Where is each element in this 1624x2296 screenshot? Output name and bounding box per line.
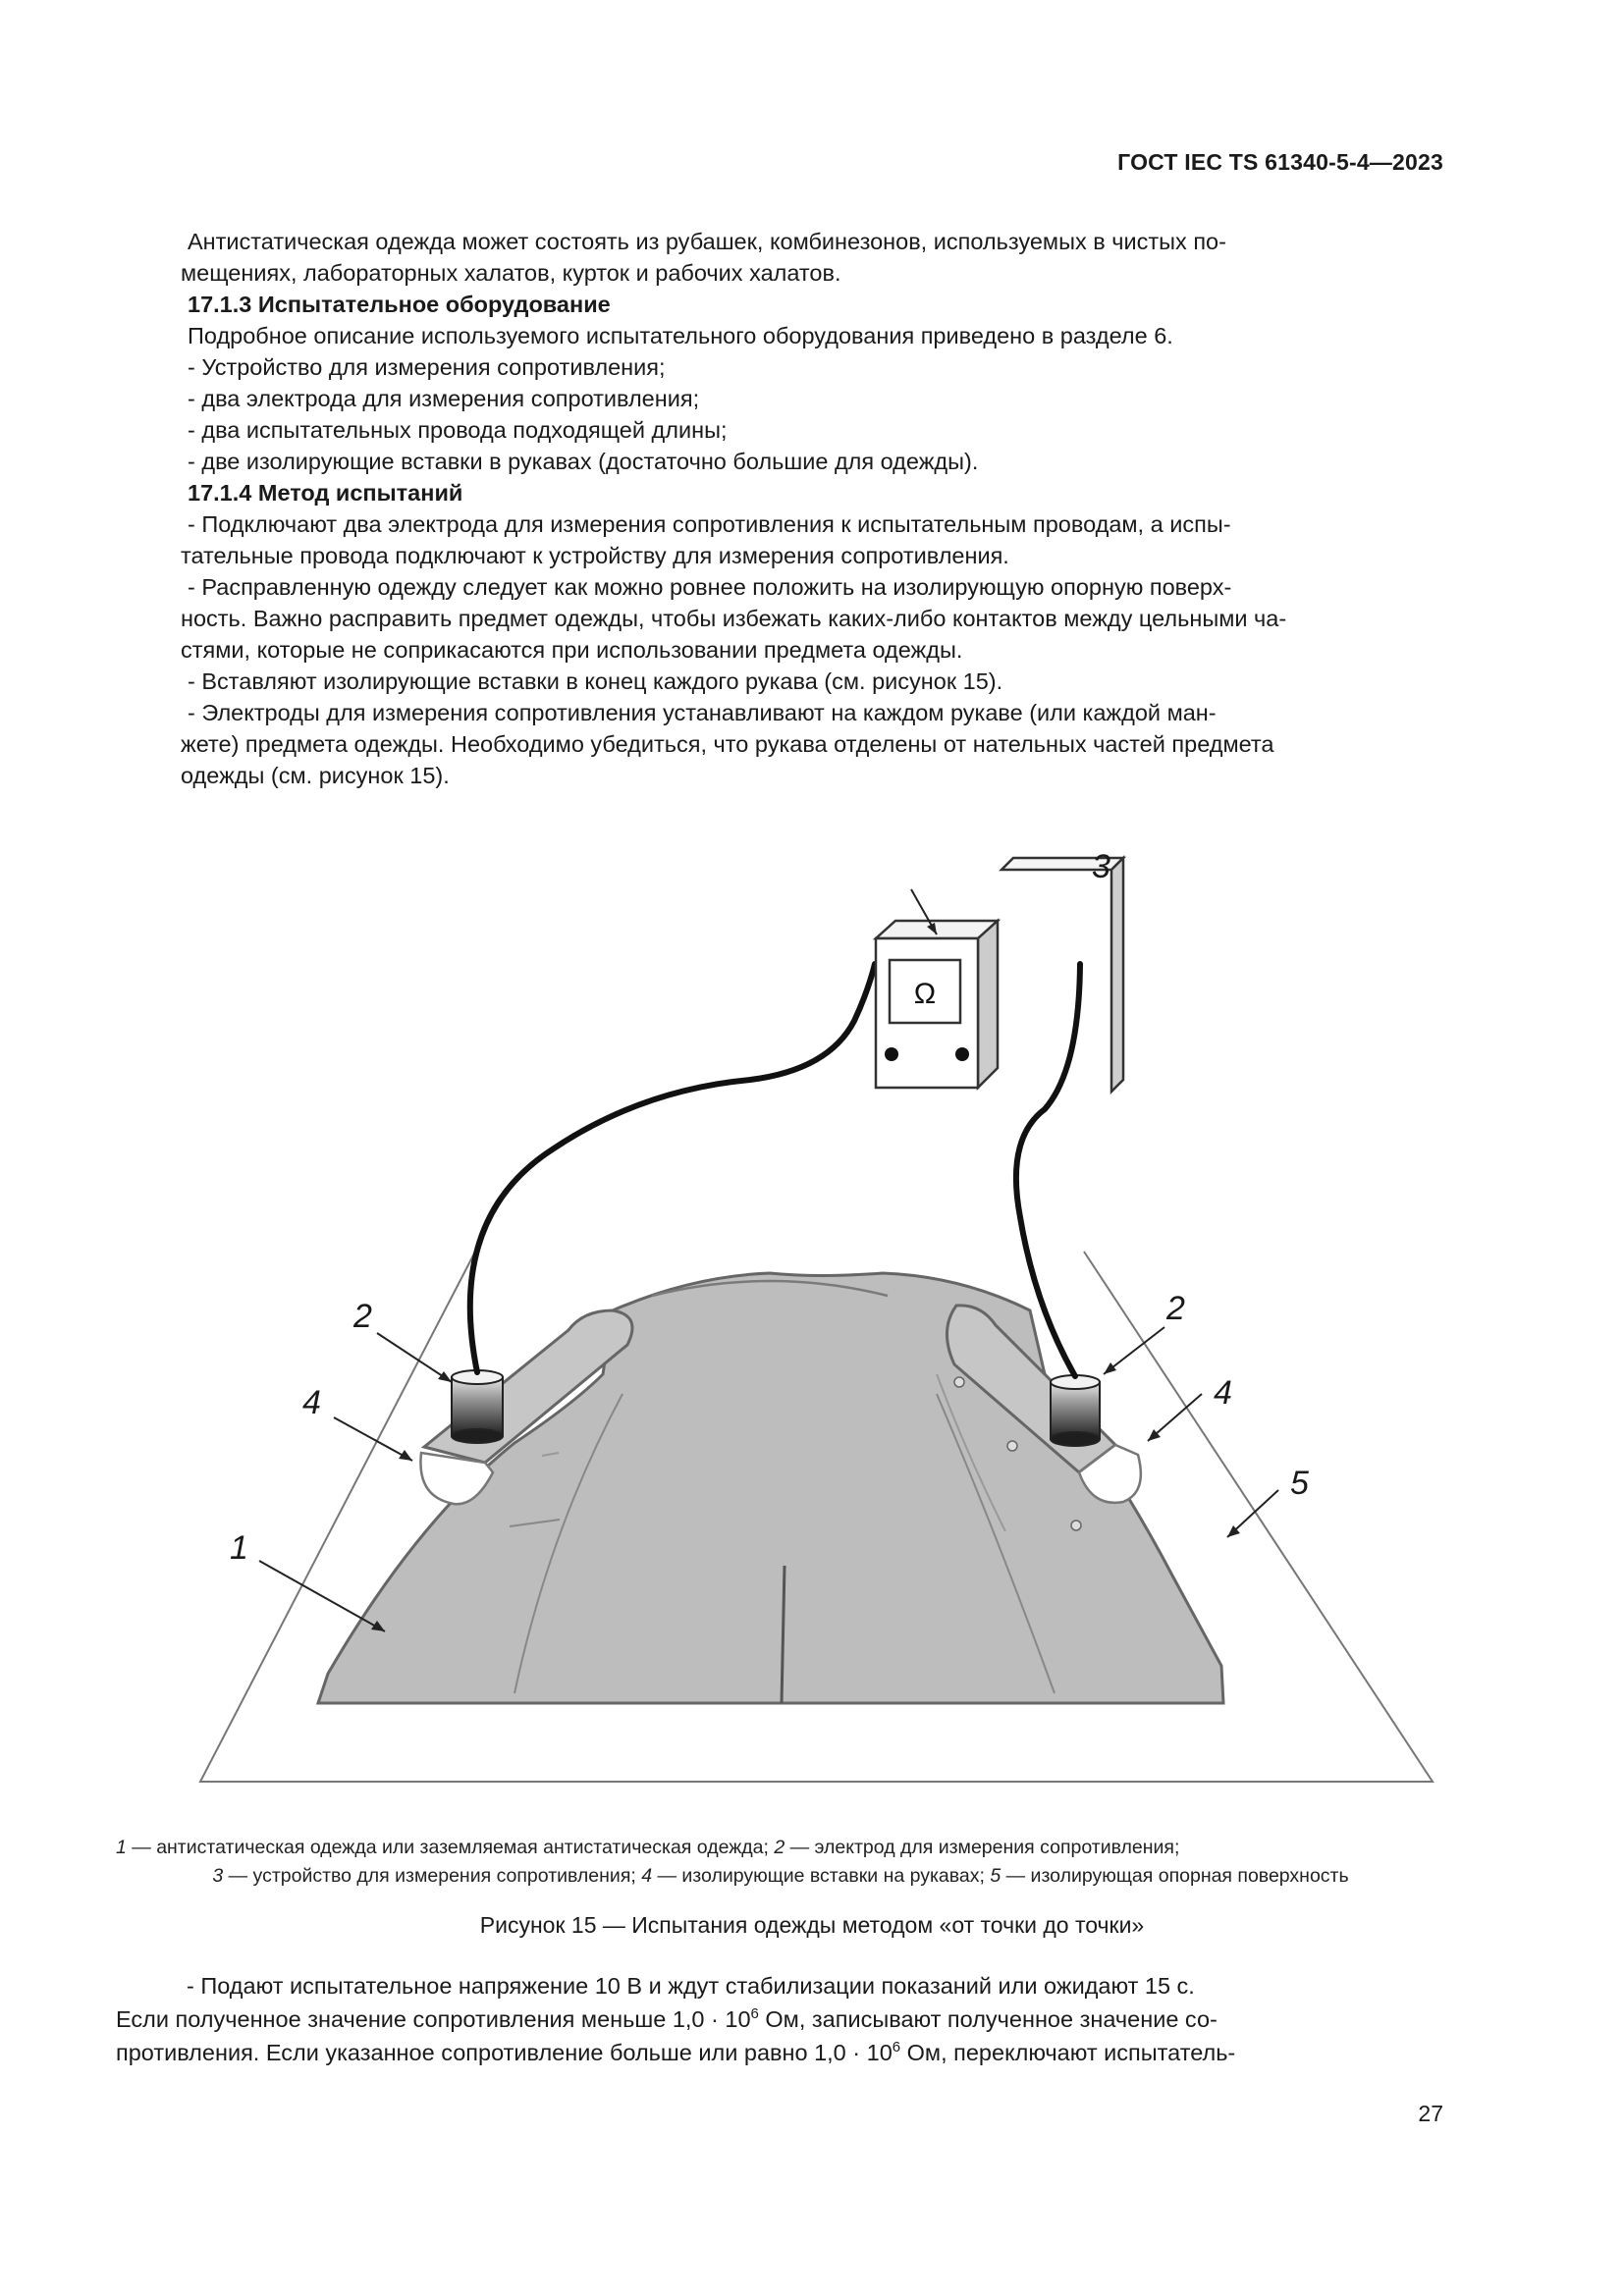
figure-15 bbox=[181, 844, 1443, 1787]
label-2-left: 2 bbox=[353, 1298, 372, 1335]
paragraph bbox=[181, 257, 1443, 289]
text-line: Антистатическая одежда может состоять из рубашек, комбинезонов, используемых в чистых по- bbox=[188, 229, 1226, 254]
bottom-text bbox=[116, 1969, 1443, 2069]
paragraph: - Расправленную одежду следует как можно ровнее положить на изолирующую опорную поверх- bbox=[188, 574, 1232, 600]
leader-4-left bbox=[334, 1417, 412, 1461]
right-electrode bbox=[1051, 1375, 1100, 1446]
text-run: Если полученное значение сопротивления меньше 1,0 · 10 bbox=[116, 2006, 751, 2032]
legend-key: 5 bbox=[990, 1865, 1001, 1887]
legend-line bbox=[116, 1862, 1445, 1891]
legend-key: 1 bbox=[116, 1837, 127, 1858]
figure-legend bbox=[116, 1834, 1445, 1891]
text-line: мещениях, лабораторных халатов, курток и рабочих халатов. bbox=[181, 260, 841, 286]
paragraph bbox=[181, 226, 1443, 257]
paragraph: ность. Важно расправить предмет одежды, чтобы избежать каких-либо контактов между цельными ча- bbox=[181, 606, 1287, 631]
legend-text: — антистатическая одежда или заземляемая антистатическая одежда; bbox=[126, 1837, 775, 1858]
legend-text: — устройство для измерения сопротивления; bbox=[223, 1865, 642, 1887]
paragraph: жете) предмета одежды. Необходимо убедиться, что рукава отделены от нательных частей предмета bbox=[181, 731, 1274, 757]
exponent: 6 bbox=[750, 2005, 759, 2022]
exponent: 6 bbox=[892, 2039, 901, 2056]
legend-text: — электрод для измерения сопротивления; bbox=[785, 1837, 1180, 1858]
paragraph: одежды (см. рисунок 15). bbox=[181, 763, 450, 788]
label-3: 3 bbox=[1092, 848, 1110, 885]
paragraph bbox=[116, 2036, 1443, 2069]
legend-line bbox=[116, 1834, 1445, 1862]
leader-arrow-2-right bbox=[1104, 1362, 1116, 1374]
paragraph: - Подключают два электрода для измерения сопротивления к испытательным проводам, а испы- bbox=[188, 511, 1231, 537]
document-header: ГОСТ IEC TS 61340-5-4—2023 bbox=[1117, 149, 1443, 175]
button bbox=[1007, 1441, 1017, 1451]
figure-caption: Рисунок 15 — Испытания одежды методом «от точки до точки» bbox=[479, 1912, 1145, 1938]
label-5: 5 bbox=[1290, 1465, 1309, 1502]
text-run: Ом, записывают полученное значение со- bbox=[758, 2006, 1218, 2032]
label-4-left: 4 bbox=[302, 1384, 321, 1421]
label-4-right: 4 bbox=[1214, 1374, 1232, 1412]
paragraph bbox=[116, 2002, 1443, 2036]
leader-1 bbox=[259, 1561, 385, 1631]
leader-2-left bbox=[377, 1333, 452, 1382]
leader-arrow-2-left bbox=[438, 1371, 452, 1382]
page-number: 27 bbox=[1418, 2101, 1443, 2126]
text-run: противления. Если указанное сопротивление больше или равно 1,0 · 10 bbox=[116, 2040, 893, 2065]
section-heading-17-1-4: 17.1.4 Метод испытаний bbox=[188, 480, 463, 506]
meter-side bbox=[978, 921, 998, 1088]
meter-box bbox=[1001, 927, 1123, 938]
legend-key: 3 bbox=[212, 1865, 224, 1887]
legend-text: — изолирующая опорная поверхность bbox=[1001, 1865, 1349, 1887]
list-item: - два испытательных провода подходящей длины; bbox=[188, 417, 728, 443]
meter-terminal-left bbox=[885, 1047, 898, 1061]
label-1: 1 bbox=[230, 1529, 248, 1567]
label-2-right: 2 bbox=[1166, 1290, 1185, 1327]
paragraph: тательные провода подключают к устройству для измерения сопротивления. bbox=[181, 543, 1009, 568]
legend-key: 4 bbox=[641, 1865, 653, 1887]
paragraph: - Электроды для измерения сопротивления устанавливают на каждом рукаве (или каждой ман- bbox=[188, 700, 1217, 725]
legend-key: 2 bbox=[774, 1837, 785, 1858]
legend-text: — изолирующие вставки на рукавах; bbox=[652, 1865, 991, 1887]
left-electrode bbox=[452, 1370, 503, 1443]
list-item: - две изолирующие вставки в рукавах (достаточно большие для одежды). bbox=[188, 449, 979, 474]
section-heading-17-1-3: 17.1.3 Испытательное оборудование bbox=[188, 292, 611, 317]
button bbox=[1071, 1521, 1081, 1530]
list-item: - Устройство для измерения сопротивления; bbox=[188, 354, 666, 380]
list-item: - два электрода для измерения сопротивления; bbox=[188, 386, 700, 411]
ohm-symbol: Ω bbox=[913, 978, 937, 1010]
figure-15-drawing bbox=[181, 844, 1443, 1787]
text-run: Ом, переключают испытатель- bbox=[900, 2040, 1236, 2065]
paragraph: - Вставляют изолирующие вставки в конец каждого рукава (см. рисунок 15). bbox=[188, 668, 1003, 694]
paragraph: - Подают испытательное напряжение 10 В и ждут стабилизации показаний или ожидают 15 с. bbox=[187, 1973, 1195, 1999]
paragraph: Подробное описание используемого испытательного оборудования приведено в разделе 6. bbox=[188, 323, 1173, 348]
meter-terminal-right bbox=[955, 1047, 969, 1061]
button bbox=[954, 1377, 964, 1387]
paragraph: стями, которые не соприкасаются при использовании предмета одежды. bbox=[181, 637, 963, 663]
body-text bbox=[181, 226, 1443, 791]
